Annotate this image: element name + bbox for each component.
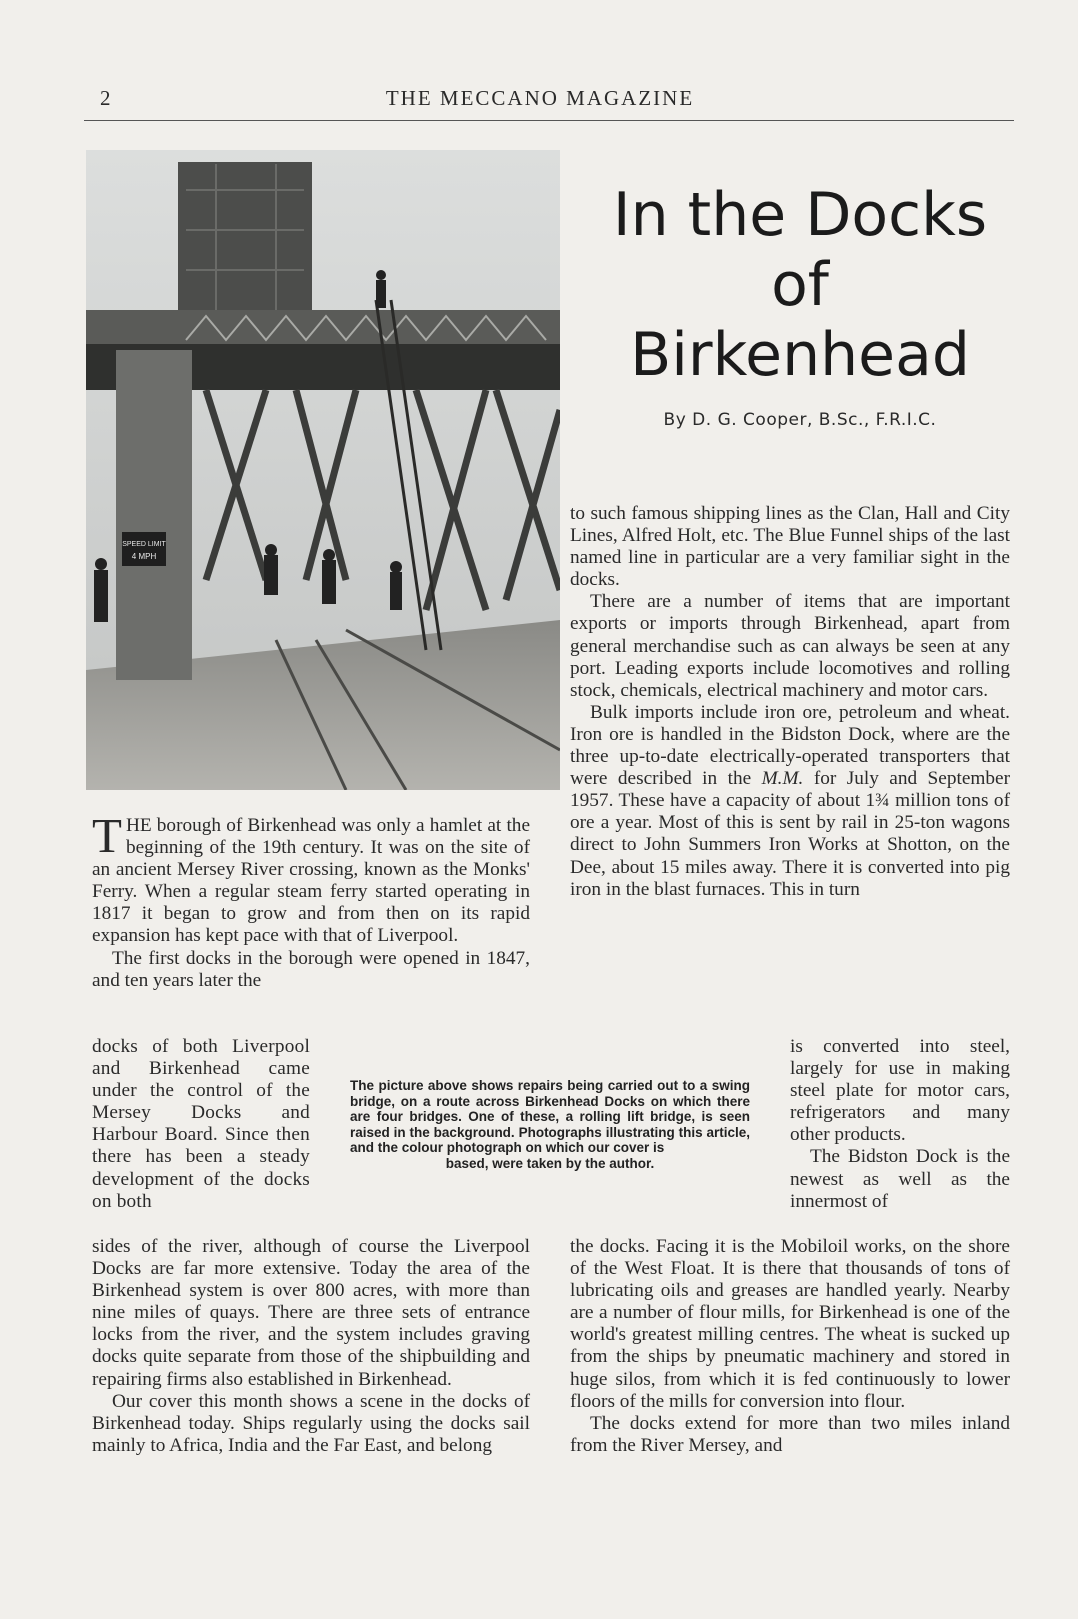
mm-abbrev: M.M. xyxy=(761,768,804,790)
intro-paragraph xyxy=(92,808,530,948)
title-line-3: Birkenhead xyxy=(630,320,970,390)
caption-text: The picture above shows repairs being carried out to a swing bridge, on a route across Birkenhead Docks on which there are four bridges. One of these, a rolling lift bridge, is seen raised in the background. Photographs illustrating this article, and the colour photograph on which our cover is xyxy=(350,1078,750,1155)
right-column-lower xyxy=(570,1236,1010,1457)
speed-limit-sign-line1: SPEED LIMIT xyxy=(122,541,166,548)
imports-text: Bulk imports include iron ore, petroleum and wheat. Iron ore is handled in the Bidston Dock, where are the three up-to-date electrically-operated transporters that were described in the xyxy=(570,701,1010,790)
paragraph-mobiloil: the docks. Facing it is the Mobiloil works, on the shore of the West Float. It is there that thousands of tons of lubricating oils and greases are handled yearly. Nearby are a number of flour mills, for Birkenhead is one of the world's greatest milling centres. The wheat is sucked up from the ships by pneumatic machinery and stored in huge silos, from which it is fed continuously to lower floors of the mills for conversion into flour. xyxy=(570,1236,1010,1412)
page-number: 2 xyxy=(100,86,112,110)
photo-caption xyxy=(350,1078,750,1171)
left-column-upper xyxy=(92,808,530,992)
byline: By D. G. Cooper, B.Sc., F.R.I.C. xyxy=(663,410,937,430)
left-column-lower xyxy=(92,1236,530,1457)
imports-text-cont: for July and September 1957. These have a capacity of about 1¾ million tons of ore a year. Most of this is sent by rail in 25-ton wagons direct to John Summers Iron Works at Shotton, on the Dee, about 15 miles away. There it is converted into pig iron in the blast furnaces. This in turn xyxy=(570,768,1011,900)
intro-text: HE borough of Birkenhead was only a hamlet at the beginning of the 19th century. It was on the site of an ancient Mersey River crossing, known as the Monks' Ferry. When a regular steam ferry started operating in 1817 it began to grow and from then on its rapid expansion has kept pace with that of Liverpool. xyxy=(92,815,530,947)
paragraph-bidston: The Bidston Dock is the newest as well as the innermost of xyxy=(790,1146,1010,1212)
paragraph-exports: There are a number of items that are important exports or imports through Birkenhead, apart from general merchandise such as can always be seen at any port. Leading exports include locomotives and rolling stock, chemicals, electrical machinery and motor cars. xyxy=(570,591,1010,701)
paragraph-narrow-left: docks of both Liverpool and Birkenhead came under the control of the Mersey Docks and Harbour Board. Since then there has been a steady development of the docks on both xyxy=(92,1036,310,1212)
paragraph-first-docks: The first docks in the borough were opened in 1847, and ten years later the xyxy=(92,947,530,991)
header-rule xyxy=(84,120,1014,121)
article-title xyxy=(590,180,1010,390)
paragraph-docks-extend: The docks extend for more than two miles inland from the River Mersey, and xyxy=(570,1412,1010,1456)
paragraph-cover: Our cover this month shows a scene in the docks of Birkenhead today. Ships regularly using the docks sail mainly to Africa, India and the Far East, and belong xyxy=(92,1390,530,1456)
drop-cap: T xyxy=(92,808,122,863)
speed-limit-sign-line2: 4 MPH xyxy=(131,552,157,561)
paragraph-imports xyxy=(570,702,1010,901)
paragraph-shipping-lines: to such famous shipping lines as the Clan, Hall and City Lines, Alfred Holt, etc. The Blue Funnel ships of the last named line in particular are a very familiar sight in the docks. xyxy=(570,503,1010,591)
title-line-1: In the Docks xyxy=(612,180,988,250)
right-narrow-column xyxy=(790,1036,1010,1213)
title-line-2: of xyxy=(771,250,829,320)
bridge-photo xyxy=(86,150,560,790)
right-column-upper xyxy=(570,503,1010,901)
running-title: THE MECCANO MAGAZINE xyxy=(385,86,695,110)
left-narrow-column xyxy=(92,1036,310,1213)
paragraph-narrow-right: is converted into steel, largely for use in making steel plate for motor cars, refrigerators and many other products. xyxy=(790,1036,1010,1146)
caption-last-line: based, were taken by the author. xyxy=(445,1155,655,1171)
paragraph-continued: sides of the river, although of course the Liverpool Docks are far more extensive. Today the area of the Birkenhead system is over 800 acres, with more than nine miles of quays. There are three sets of entrance locks from the river, and the system includes graving docks quite separate from those of the shipbuilding and repairing firms also established in Birkenhead. xyxy=(92,1236,530,1390)
